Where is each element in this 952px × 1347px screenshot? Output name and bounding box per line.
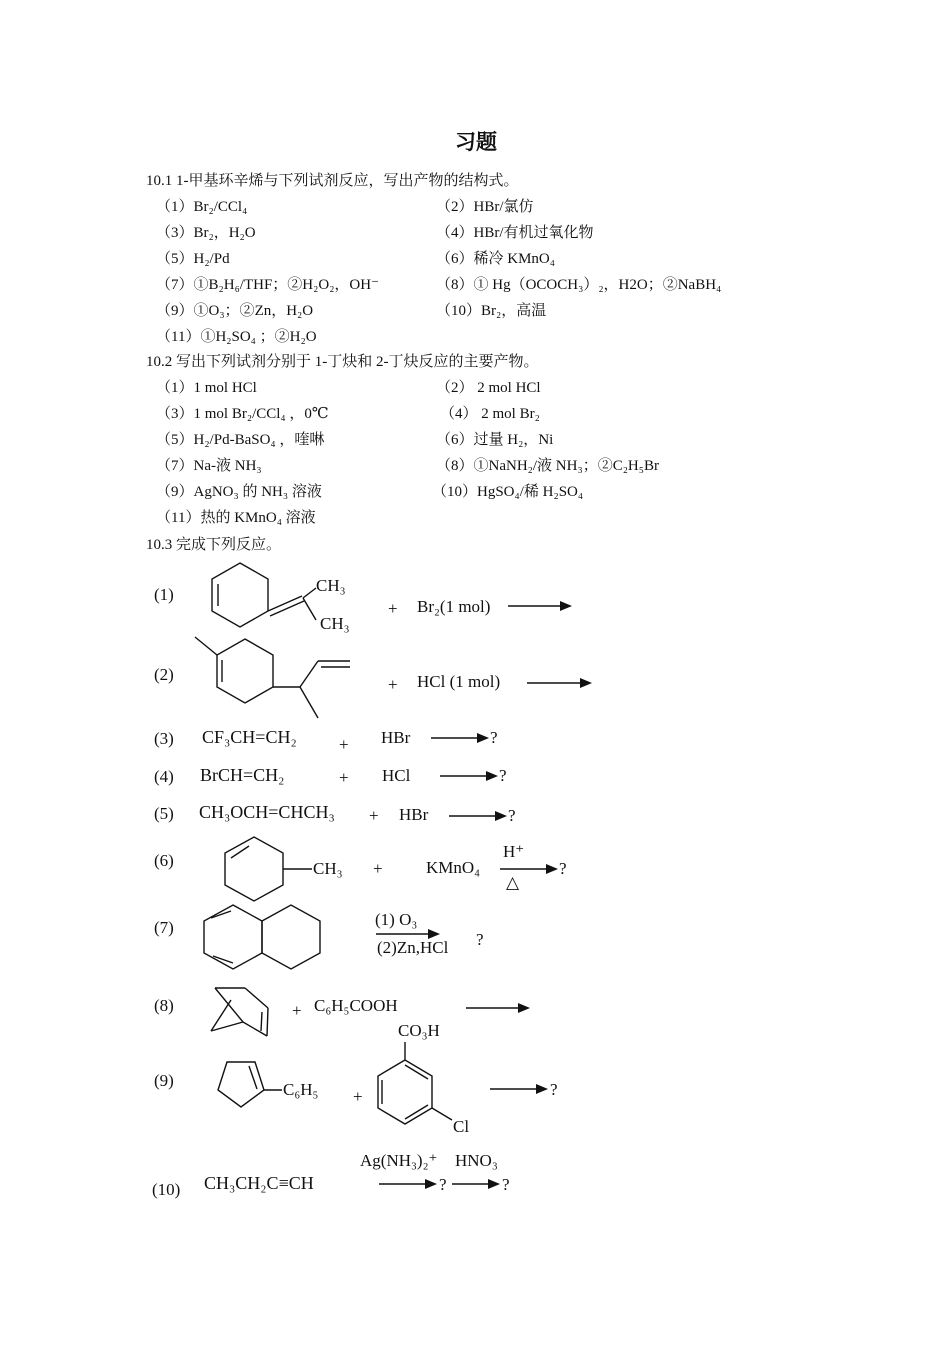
arrow-3: [431, 733, 489, 743]
reaction-8-number: (8): [154, 996, 174, 1015]
arrow-9: [490, 1084, 548, 1094]
reaction-4-plus: +: [339, 768, 349, 787]
q1-item-6: （6）稀冷 KMnO₄: [436, 251, 555, 267]
reaction-6-number: (6): [154, 851, 174, 870]
reaction-10-reagent-1: Ag(NH₃)₂⁺: [360, 1151, 438, 1170]
reaction-9-product: ?: [550, 1080, 558, 1099]
q1-item-5: （5）H₂/Pd: [156, 251, 230, 267]
reaction-6-methyl-label: CH₃: [313, 859, 343, 878]
reaction-1-reagent: Br₂(1 mol): [417, 597, 491, 616]
reaction-3-plus: +: [339, 735, 349, 754]
reaction-9-chloro-label: Cl: [453, 1117, 470, 1136]
q2-item-10: （10）HgSO₄/稀 H₂SO₄: [432, 484, 584, 500]
reaction-3-substrate: CF₃CH=CH₂: [202, 727, 297, 747]
reaction-10-product: ?: [502, 1175, 510, 1194]
reaction-10-intermediate: ?: [439, 1175, 447, 1194]
q1-item-3: （3）Br₂，H₂O: [156, 225, 256, 241]
reaction-1-number: (1): [154, 585, 174, 604]
reaction-6-reagent: KMnO₄: [426, 858, 481, 877]
arrow-10a: [379, 1179, 437, 1189]
q2-item-7: （7）Na-液 NH₃: [156, 458, 262, 474]
q2-item-8: （8）①NaNH₂/液 NH₃；②C₂H₅Br: [436, 458, 659, 474]
question-10-2-heading: 10.2 写出下列试剂分别于 1-丁炔和 2-丁炔反应的主要产物。: [146, 354, 539, 370]
q1-item-4: （4）HBr/有机过氧化物: [436, 225, 594, 241]
page-title: 习题: [455, 130, 497, 154]
reaction-7-condition-below: (2)Zn,HCl: [377, 938, 449, 957]
q1-item-10: （10）Br₂，高温: [436, 303, 547, 319]
reaction-9-phenyl-label: C₆H₅: [283, 1080, 319, 1099]
q2-item-4: （4） 2 mol Br₂: [440, 406, 540, 422]
reaction-2-reagent: HCl (1 mol): [417, 672, 501, 691]
q1-item-7: （7）①B₂H₆/THF；②H₂O₂，OH⁻: [156, 277, 380, 293]
reaction-4-reagent: HCl: [382, 766, 411, 785]
q2-item-9: （9）AgNO₃ 的 NH₃ 溶液: [156, 484, 322, 500]
reaction-6-condition-below: △: [506, 873, 520, 892]
reaction-1-methyl-label-upper: CH₃: [316, 576, 346, 595]
reaction-7-product: ?: [476, 930, 484, 949]
reaction-6-product: ?: [559, 859, 567, 878]
reaction-3-reagent: HBr: [381, 728, 411, 747]
reaction-6-plus: +: [373, 859, 383, 878]
q1-item-11: （11）①H₂SO₄ ；②H₂O: [156, 329, 317, 345]
reaction-5-product: ?: [508, 806, 516, 825]
reaction-7-condition-above: (1) O₃: [375, 910, 418, 929]
reaction-6-condition-above: H⁺: [503, 842, 525, 861]
q2-item-1: （1）1 mol HCl: [156, 380, 257, 396]
reaction-4-number: (4): [154, 767, 174, 786]
q1-item-8: （8）① Hg（OCOCH₃）₂，H2O；②NaBH₄: [436, 277, 722, 293]
reaction-9-peracid-label: CO₃H: [398, 1021, 440, 1040]
reaction-3-product: ?: [490, 728, 498, 747]
reaction-4-product: ?: [499, 766, 507, 785]
reaction-5-reagent: HBr: [399, 805, 429, 824]
arrow-2: [527, 678, 592, 688]
reaction-4-substrate: BrCH=CH₂: [200, 765, 285, 785]
reaction-9-plus: +: [353, 1087, 363, 1106]
reaction-2-number: (2): [154, 665, 174, 684]
reaction-10-number: (10): [152, 1180, 181, 1199]
arrow-8: [466, 1003, 530, 1013]
q2-item-11: （11）热的 KMnO₄ 溶液: [156, 510, 316, 526]
reaction-9-number: (9): [154, 1071, 174, 1090]
q2-item-5: （5）H₂/Pd-BaSO₄ ，喹啉: [156, 432, 325, 448]
q1-item-1: （1）Br₂/CCl₄: [156, 199, 248, 215]
reaction-2-plus: +: [388, 675, 398, 694]
reaction-10-reagent-2: HNO₃: [455, 1151, 498, 1170]
reaction-5-substrate: CH₃OCH=CHCH₃: [199, 802, 335, 822]
arrow-5: [449, 811, 507, 821]
reaction-8-plus: +: [292, 1001, 302, 1020]
reaction-5-number: (5): [154, 804, 174, 823]
reaction-10-substrate: CH₃CH₂C≡CH: [204, 1173, 314, 1193]
question-10-1-heading: 10.1 1-甲基环辛烯与下列试剂反应，写出产物的结构式。: [146, 173, 519, 189]
question-10-3-heading: 10.3 完成下列反应。: [146, 537, 282, 553]
q1-item-2: （2）HBr/氯仿: [436, 199, 534, 215]
reaction-8-reagent: C₆H₅COOH: [314, 996, 398, 1015]
reaction-5-plus: +: [369, 806, 379, 825]
reaction-1-plus: +: [388, 599, 398, 618]
arrow-1: [508, 601, 572, 611]
reaction-1-methyl-label-lower: CH₃: [320, 614, 350, 633]
q2-item-3: （3）1 mol Br₂/CCl₄ ，0℃: [156, 406, 329, 422]
arrow-4: [440, 771, 498, 781]
reaction-3-number: (3): [154, 729, 174, 748]
reaction-7-number: (7): [154, 918, 174, 937]
q1-item-9: （9）①O₃；②Zn，H₂O: [156, 303, 314, 319]
arrow-10b: [452, 1179, 500, 1189]
q2-item-6: （6）过量 H₂，Ni: [436, 432, 554, 448]
q2-item-2: （2） 2 mol HCl: [436, 380, 541, 396]
